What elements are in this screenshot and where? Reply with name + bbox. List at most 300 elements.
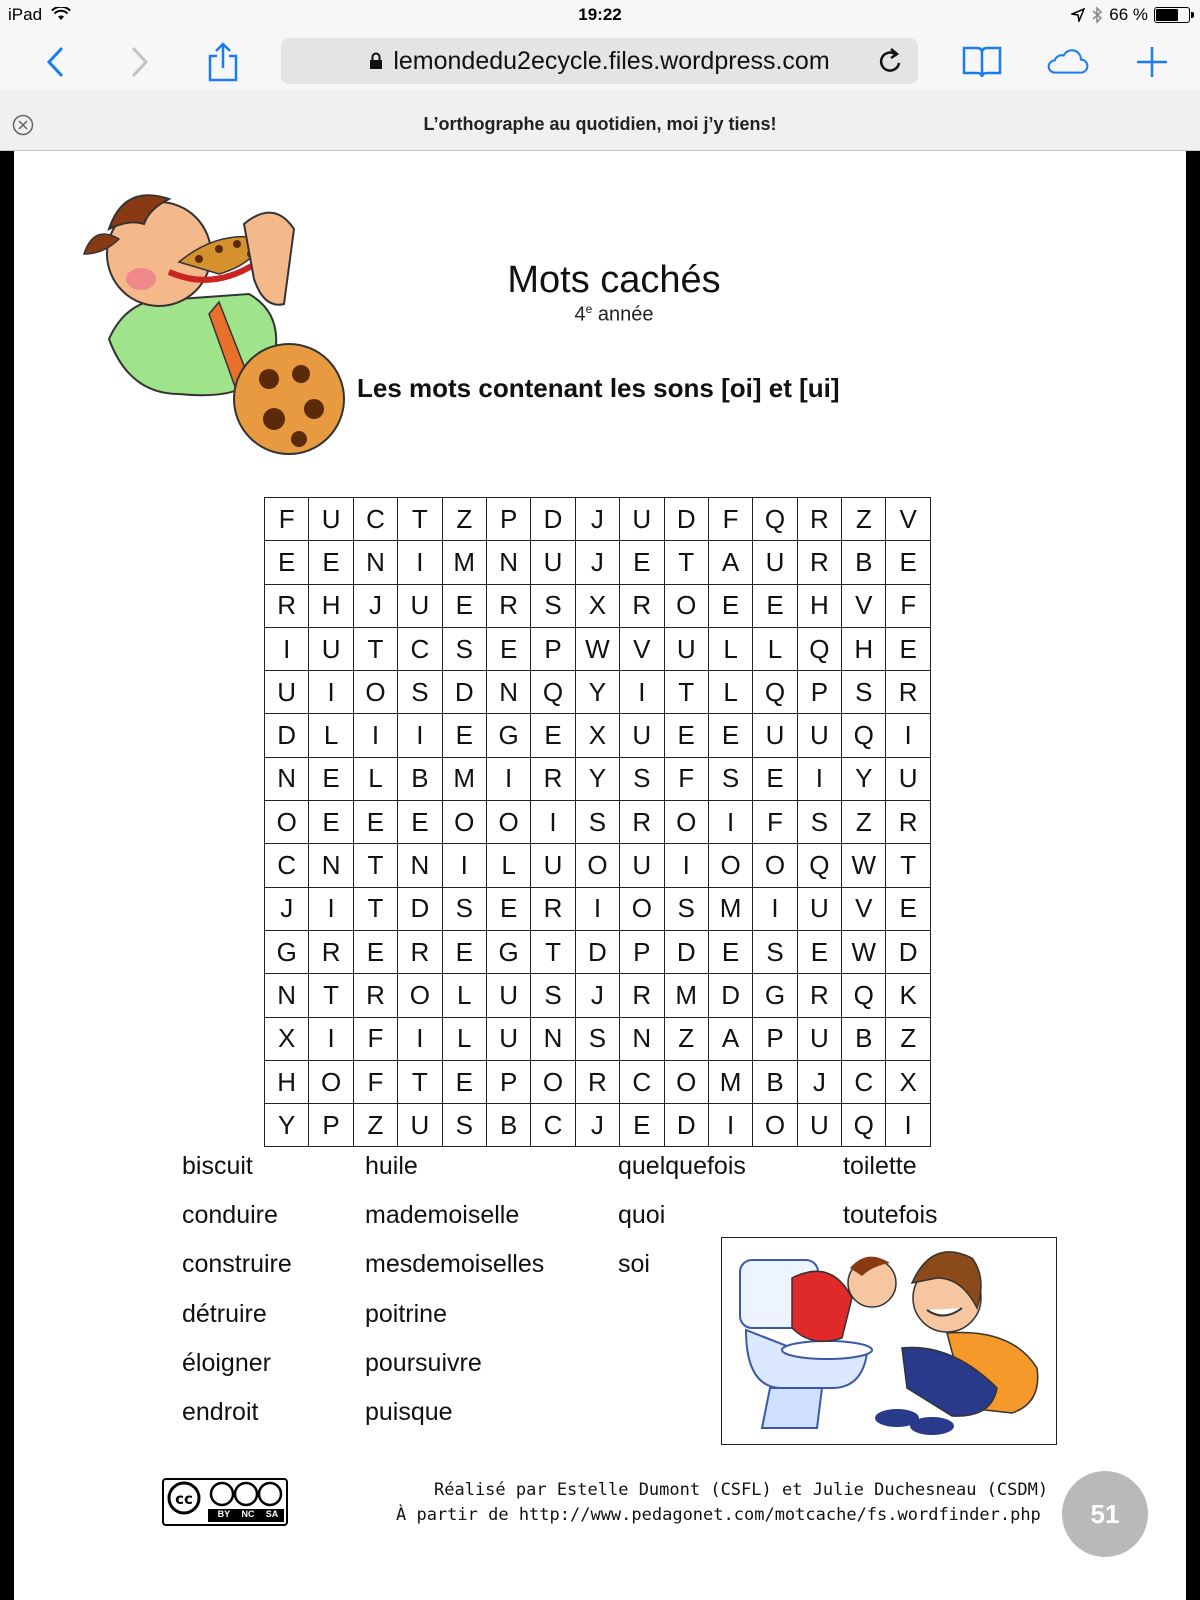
grid-cell: R [486,584,530,627]
grid-cell: L [708,671,752,714]
grid-cell: N [398,844,442,887]
word-list-col-2 [365,1152,544,1447]
grid-cell: E [797,930,841,973]
grid-cell: D [664,1104,708,1147]
grid-cell: L [442,974,486,1017]
back-button[interactable] [33,40,77,84]
grid-cell: L [309,714,353,757]
grid-cell: Q [842,974,886,1017]
grid-cell: B [398,757,442,800]
word-list-item: détruire [182,1299,267,1328]
grid-cell: I [265,627,309,670]
grid-cell: E [753,757,797,800]
grid-row [265,930,931,973]
word-list-col-4 [843,1152,938,1250]
grid-cell: J [265,887,309,930]
grid-cell: G [486,930,530,973]
grid-cell: I [886,714,930,757]
grid-cell: T [353,627,397,670]
grid-cell: E [708,930,752,973]
grid-cell: H [797,584,841,627]
grid-cell: I [797,757,841,800]
grid-cell: S [842,671,886,714]
grid-cell: I [309,671,353,714]
status-bar [0,0,1200,32]
grid-cell: L [486,844,530,887]
tab-title[interactable]: L’orthographe au quotidien, moi j’y tiens! [423,114,777,134]
grid-cell: R [886,801,930,844]
grid-cell: E [309,757,353,800]
url-text: lemondedu2ecycle.files.wordpress.com [393,46,830,75]
grid-cell: R [309,930,353,973]
grid-cell: G [753,974,797,1017]
grid-cell: T [531,930,575,973]
toilet-illustration [721,1237,1057,1445]
word-list-item: poitrine [365,1299,447,1328]
grid-cell: P [486,1060,530,1103]
grid-cell: S [531,584,575,627]
grid-cell: U [620,498,664,541]
grid-cell: S [442,1104,486,1147]
grid-row [265,584,931,627]
grid-cell: C [353,498,397,541]
grade-suffix: e [585,302,593,316]
grid-cell: V [886,498,930,541]
grid-cell: V [842,584,886,627]
location-icon [1071,8,1085,22]
grid-cell: R [620,584,664,627]
grid-cell: M [708,1060,752,1103]
grid-cell: V [620,627,664,670]
grid-cell: Y [265,1104,309,1147]
grid-cell: U [531,844,575,887]
grid-cell: D [442,671,486,714]
grid-cell: N [531,1017,575,1060]
grid-cell: R [797,974,841,1017]
grid-cell: L [442,1017,486,1060]
page-number-badge: 51 [1062,1471,1148,1557]
grid-cell: E [353,801,397,844]
grid-cell: R [797,541,841,584]
grid-cell: E [708,714,752,757]
grid-row [265,1104,931,1147]
grid-cell: Q [797,844,841,887]
grid-cell: E [353,930,397,973]
word-list-item: mademoiselle [365,1201,520,1230]
grid-cell: X [575,714,619,757]
forward-button[interactable] [118,40,162,84]
grid-cell: E [398,801,442,844]
grid-cell: U [309,627,353,670]
bookmarks-button[interactable] [960,40,1004,84]
word-list-col-1 [182,1152,292,1447]
grid-cell: Y [575,671,619,714]
cloud-icon [1045,46,1089,78]
grid-cell: T [398,498,442,541]
creative-commons-badge[interactable] [162,1478,288,1526]
grid-cell: D [708,974,752,1017]
grid-cell: F [708,498,752,541]
grid-cell: I [309,887,353,930]
grid-cell: G [486,714,530,757]
grid-cell: R [531,887,575,930]
grid-cell: Q [797,627,841,670]
grid-cell: T [353,887,397,930]
grid-cell: R [886,671,930,714]
credits-source: À partir de http://www.pedagonet.com/motcache/fs.wordfinder.php [396,1505,1041,1525]
grid-cell: E [265,541,309,584]
grid-cell: U [797,887,841,930]
reload-icon[interactable] [878,47,904,75]
grid-cell: U [486,974,530,1017]
word-list-item: quelquefois [618,1152,746,1180]
grid-cell: F [353,1060,397,1103]
grid-cell: K [886,974,930,1017]
grid-cell: I [620,671,664,714]
grid-cell: O [265,801,309,844]
grid-cell: C [265,844,309,887]
grid-cell: R [620,974,664,1017]
clock: 19:22 [578,5,622,24]
grid-cell: E [309,541,353,584]
grid-cell: W [842,844,886,887]
word-list-item: poursuivre [365,1348,482,1377]
grid-cell: R [575,1060,619,1103]
grid-cell: P [531,627,575,670]
grid-cell: O [486,801,530,844]
grid-cell: R [797,498,841,541]
grid-cell: H [842,627,886,670]
grid-cell: B [486,1104,530,1147]
grid-row [265,541,931,584]
grade-word: année [597,303,654,326]
grid-cell: I [753,887,797,930]
grid-cell: S [620,757,664,800]
grid-cell: I [486,757,530,800]
grid-cell: I [708,801,752,844]
toilet-drawing [722,1238,1056,1444]
grid-cell: L [708,627,752,670]
new-tab-icon [1135,45,1169,79]
license-labels [212,1509,284,1519]
grid-cell: N [353,541,397,584]
grid-cell: V [842,887,886,930]
grid-row [265,714,931,757]
grid-cell: R [531,757,575,800]
grid-cell: J [575,974,619,1017]
grid-cell: G [265,930,309,973]
grid-cell: Q [842,714,886,757]
grid-cell: I [886,1104,930,1147]
grid-row [265,974,931,1017]
word-list-item: biscuit [182,1152,253,1180]
grid-cell: N [265,974,309,1017]
grid-cell: M [708,887,752,930]
grid-cell: U [753,541,797,584]
grid-cell: Z [842,801,886,844]
word-list-item: toilette [843,1152,917,1180]
svg-text:cc: cc [175,1490,193,1508]
address-bar[interactable] [281,38,918,84]
grid-cell: O [753,1104,797,1147]
grid-cell: O [309,1060,353,1103]
word-list-item: soi [618,1250,650,1279]
grid-cell: U [797,1017,841,1060]
device-label: iPad [8,5,43,24]
grid-cell: S [575,801,619,844]
word-list-item: puisque [365,1397,453,1426]
credits-authors: Réalisé par Estelle Dumont (CSFL) et Julie Duchesneau (CSDM) [434,1480,1049,1500]
grid-cell: Y [575,757,619,800]
grid-cell: M [664,974,708,1017]
word-list-item: endroit [182,1397,259,1426]
grid-cell: O [753,844,797,887]
grid-cell: E [620,541,664,584]
grid-row [265,671,931,714]
grid-cell: P [309,1104,353,1147]
grid-cell: E [442,1060,486,1103]
grid-cell: F [265,498,309,541]
grid-cell: J [353,584,397,627]
word-list-item: éloigner [182,1348,271,1377]
grid-cell: Z [353,1104,397,1147]
browser-toolbar [0,32,1200,90]
grid-cell: E [753,584,797,627]
grid-row [265,757,931,800]
grid-cell: C [531,1104,575,1147]
grid-row [265,887,931,930]
grid-cell: U [620,844,664,887]
word-search-grid [264,497,931,1147]
grid-cell: T [886,844,930,887]
grid-cell: Y [842,757,886,800]
grid-cell: F [753,801,797,844]
grid-cell: U [398,1104,442,1147]
grid-cell: E [886,541,930,584]
grid-cell: N [309,844,353,887]
cookie-boy-illustration [69,184,359,464]
grid-cell: A [708,1017,752,1060]
word-list-item: mesdemoiselles [365,1250,545,1279]
grid-cell: E [886,887,930,930]
grid-cell: U [664,627,708,670]
grid-cell: F [664,757,708,800]
grid-cell: E [442,930,486,973]
grade-number: 4 [574,303,586,326]
grid-cell: I [398,714,442,757]
grid-cell: R [398,930,442,973]
grid-cell: S [442,887,486,930]
grid-cell: D [398,887,442,930]
license-by: BY [217,1509,231,1519]
grid-cell: S [442,627,486,670]
grid-cell: N [620,1017,664,1060]
grid-cell: Z [664,1017,708,1060]
grid-cell: U [486,1017,530,1060]
grid-cell: E [531,714,575,757]
grid-cell: O [353,671,397,714]
grid-cell: U [797,1104,841,1147]
grid-cell: S [708,757,752,800]
grid-cell: E [442,584,486,627]
grid-cell: D [265,714,309,757]
grid-cell: U [531,541,575,584]
word-list-item: construire [182,1250,292,1279]
grid-cell: H [265,1060,309,1103]
grid-cell: Q [842,1104,886,1147]
grid-cell: E [442,714,486,757]
tab-bar [0,90,1200,151]
grid-cell: X [575,584,619,627]
grid-cell: O [620,887,664,930]
grid-cell: F [353,1017,397,1060]
grid-cell: O [575,844,619,887]
grid-cell: C [842,1060,886,1103]
grid-cell: I [398,541,442,584]
grid-cell: W [575,627,619,670]
grid-cell: D [664,930,708,973]
grid-cell: E [620,1104,664,1147]
word-list-item: huile [365,1152,418,1180]
grid-cell: E [664,714,708,757]
grid-cell: U [265,671,309,714]
grid-cell: I [575,887,619,930]
grid-cell: E [886,627,930,670]
grid-cell: E [708,584,752,627]
word-list-item: quoi [618,1201,666,1230]
grid-cell: P [753,1017,797,1060]
grid-cell: O [398,974,442,1017]
grid-row [265,801,931,844]
grid-cell: D [664,498,708,541]
grid-cell: O [531,1060,575,1103]
grid-cell: O [664,1060,708,1103]
status-right [1071,5,1190,25]
grid-cell: U [797,714,841,757]
grid-cell: S [531,974,575,1017]
share-icon [207,42,239,82]
grade-level [454,302,774,327]
grid-cell: Q [531,671,575,714]
grid-cell: Q [753,498,797,541]
grid-cell: A [708,541,752,584]
battery-icon [1154,7,1190,23]
grid-cell: F [886,584,930,627]
battery-percent: 66 % [1109,5,1148,24]
grid-cell: D [886,930,930,973]
exercise-heading: Les mots contenant les sons [oi] et [ui] [357,373,840,403]
grid-cell: U [753,714,797,757]
grid-row [265,498,931,541]
forward-icon [129,45,151,79]
icloud-tabs-button[interactable] [1045,40,1089,84]
page-title: Mots cachés [507,259,721,301]
grid-cell: B [753,1060,797,1103]
grid-cell: J [797,1060,841,1103]
grid-cell: M [442,757,486,800]
bluetooth-icon [1091,6,1103,24]
grid-cell: Z [442,498,486,541]
grid-cell: O [664,584,708,627]
grid-cell: T [398,1060,442,1103]
grid-cell: L [353,757,397,800]
grid-cell: S [664,887,708,930]
grid-cell: I [309,1017,353,1060]
grid-cell: S [797,801,841,844]
grid-cell: I [398,1017,442,1060]
grid-cell: E [309,801,353,844]
grid-cell: I [353,714,397,757]
grid-cell: U [620,714,664,757]
word-list-item: conduire [182,1201,278,1230]
grid-cell: R [620,801,664,844]
license-sa: SA [265,1509,279,1519]
lock-icon [369,52,383,70]
grid-row [265,844,931,887]
grid-cell: M [442,541,486,584]
grid-cell: T [353,844,397,887]
grid-cell: T [664,541,708,584]
grid-cell: B [842,1017,886,1060]
grid-cell: Z [886,1017,930,1060]
grid-row [265,627,931,670]
grid-cell: D [575,930,619,973]
grid-cell: U [398,584,442,627]
grid-cell: O [664,801,708,844]
grid-cell: C [620,1060,664,1103]
grid-cell: H [309,584,353,627]
grid-cell: N [486,671,530,714]
grid-cell: P [620,930,664,973]
grid-cell: P [486,498,530,541]
grid-cell: Z [842,498,886,541]
grid-cell: I [664,844,708,887]
grid-cell: L [753,627,797,670]
grid-row [265,1017,931,1060]
grid-cell: T [664,671,708,714]
grid-cell: W [842,930,886,973]
grid-cell: O [442,801,486,844]
grid-cell: J [575,1104,619,1147]
grid-cell: I [442,844,486,887]
grid-cell: N [486,541,530,584]
grid-row [265,1060,931,1103]
grid-cell: R [265,584,309,627]
grid-cell: O [708,844,752,887]
share-button[interactable] [201,40,245,84]
grid-cell: E [486,887,530,930]
license-nc: NC [241,1509,255,1519]
grid-cell: B [842,541,886,584]
grid-cell: R [353,974,397,1017]
grid-cell: U [886,757,930,800]
back-icon [44,45,66,79]
new-tab-button[interactable] [1130,40,1174,84]
grid-cell: E [486,627,530,670]
grid-cell: X [265,1017,309,1060]
bookmarks-icon [962,45,1002,79]
grid-cell: J [575,541,619,584]
grid-cell: S [398,671,442,714]
grid-cell: I [531,801,575,844]
grid-cell: T [309,974,353,1017]
grid-cell: D [531,498,575,541]
grid-cell: U [309,498,353,541]
grid-cell: C [398,627,442,670]
grid-cell: X [886,1060,930,1103]
document-page [14,151,1186,1600]
grid-cell: J [575,498,619,541]
